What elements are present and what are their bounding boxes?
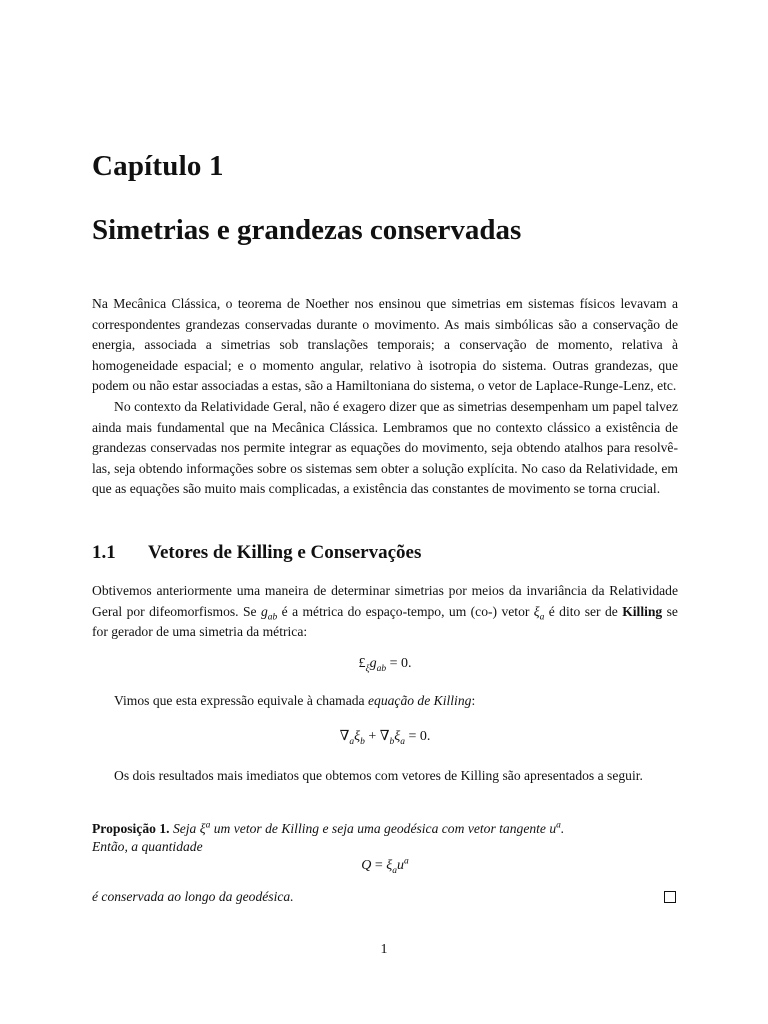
chapter-label: Capítulo 1 (92, 150, 224, 182)
killing-term: Killing (622, 603, 663, 619)
killing-vector-symbol: $\xi^a$ (199, 820, 211, 836)
section-heading (92, 542, 421, 564)
section-paragraph-1 (92, 581, 678, 643)
text-run: Obtivemos anteriormente uma maneira de determinar simetrias por meios da invariância da Relatividade Geral por difeomorfismos. Se (92, 583, 678, 619)
proposition-label: Proposição 1. (92, 821, 170, 836)
section-paragraph-2 (92, 691, 678, 712)
section-paragraph-3: Os dois resultados mais imediatos que obtemos com vetores de Killing são apresentados a seguir. (114, 768, 643, 783)
metric-symbol: $g_{ab}$ (260, 603, 278, 623)
text-run: é a métrica do espaço-tempo, um (co-) vetor (281, 603, 530, 619)
text-run: se for gerador de uma simetria da métrica: (92, 603, 678, 639)
killing-equation-term: equação de Killing (367, 693, 472, 708)
text-run: Seja (172, 821, 197, 836)
text-run: Vimos que esta expressão equivale à chamada (114, 693, 365, 708)
tangent-vector-symbol: $u^a$ (549, 820, 561, 836)
equation-text: $\nabla_a\xi_b + \nabla_b\xi_a = 0$. (339, 729, 431, 747)
equation-text: $Q = \xi_au^a$ (361, 856, 409, 876)
equation-text: $£_\xi g_{ab} = 0$. (358, 656, 412, 674)
intro-paragraph-1: Na Mecânica Clássica, o teorema de Noether nos ensinou que simetrias em sistemas físicos levavam a correspondentes grandezas conservadas durante o movimento. As mais simbólicas são a conservação de energia, associada a simetrias sob translações temporais; a conservação de momento, relativa à homogeneidade espacial; e o momento angular, relativo à isotropia do sistema. Outras grandezas, que podem ou não estar associadas a estas, são a Hamiltoniana do sistema, o vetor de Laplace-Runge-Lenz, etc. (92, 296, 678, 393)
equation-lie-derivative (92, 656, 678, 672)
section-number: 1.1 (92, 542, 116, 563)
proposition-line-3: é conservada ao longo da geodésica. (92, 889, 294, 904)
text-run: : (471, 693, 476, 708)
text-run: é dito ser de (548, 603, 618, 619)
text-run: um vetor de Killing e seja uma geodésica com vetor tangente (213, 821, 546, 836)
qed-box-icon (664, 891, 676, 903)
proposition-line-1: Proposição 1. Seja $\xi^a$ um vetor de Killing e seja uma geodésica com vetor tangente $u^a$. (92, 820, 565, 836)
chapter-title: Simetrias e grandezas conservadas (92, 214, 522, 246)
equation-killing (92, 728, 678, 745)
page-number: 1 (380, 942, 388, 957)
proposition-line-2: Então, a quantidade (92, 839, 203, 854)
equation-conserved-quantity (92, 858, 678, 874)
covector-symbol: $\xi_a$ (533, 603, 545, 623)
section-title: Vetores de Killing e Conservações (148, 542, 422, 563)
intro-paragraph-2: No contexto da Relatividade Geral, não é exagero dizer que as simetrias desempenham um papel talvez ainda mais fundamental que na Mecânica Clássica. Lembramos que no contexto clássico a existência de grandezas conservadas nos permite integrar as equações do movimento, seja obtendo atalhos para resolvê-las, seja obtendo informações sobre os sistemas sem obter a solução explícita. No caso da Relatividade, em que as equações são muito mais complicadas, a existência das constantes de movimento se torna crucial. (92, 399, 678, 496)
